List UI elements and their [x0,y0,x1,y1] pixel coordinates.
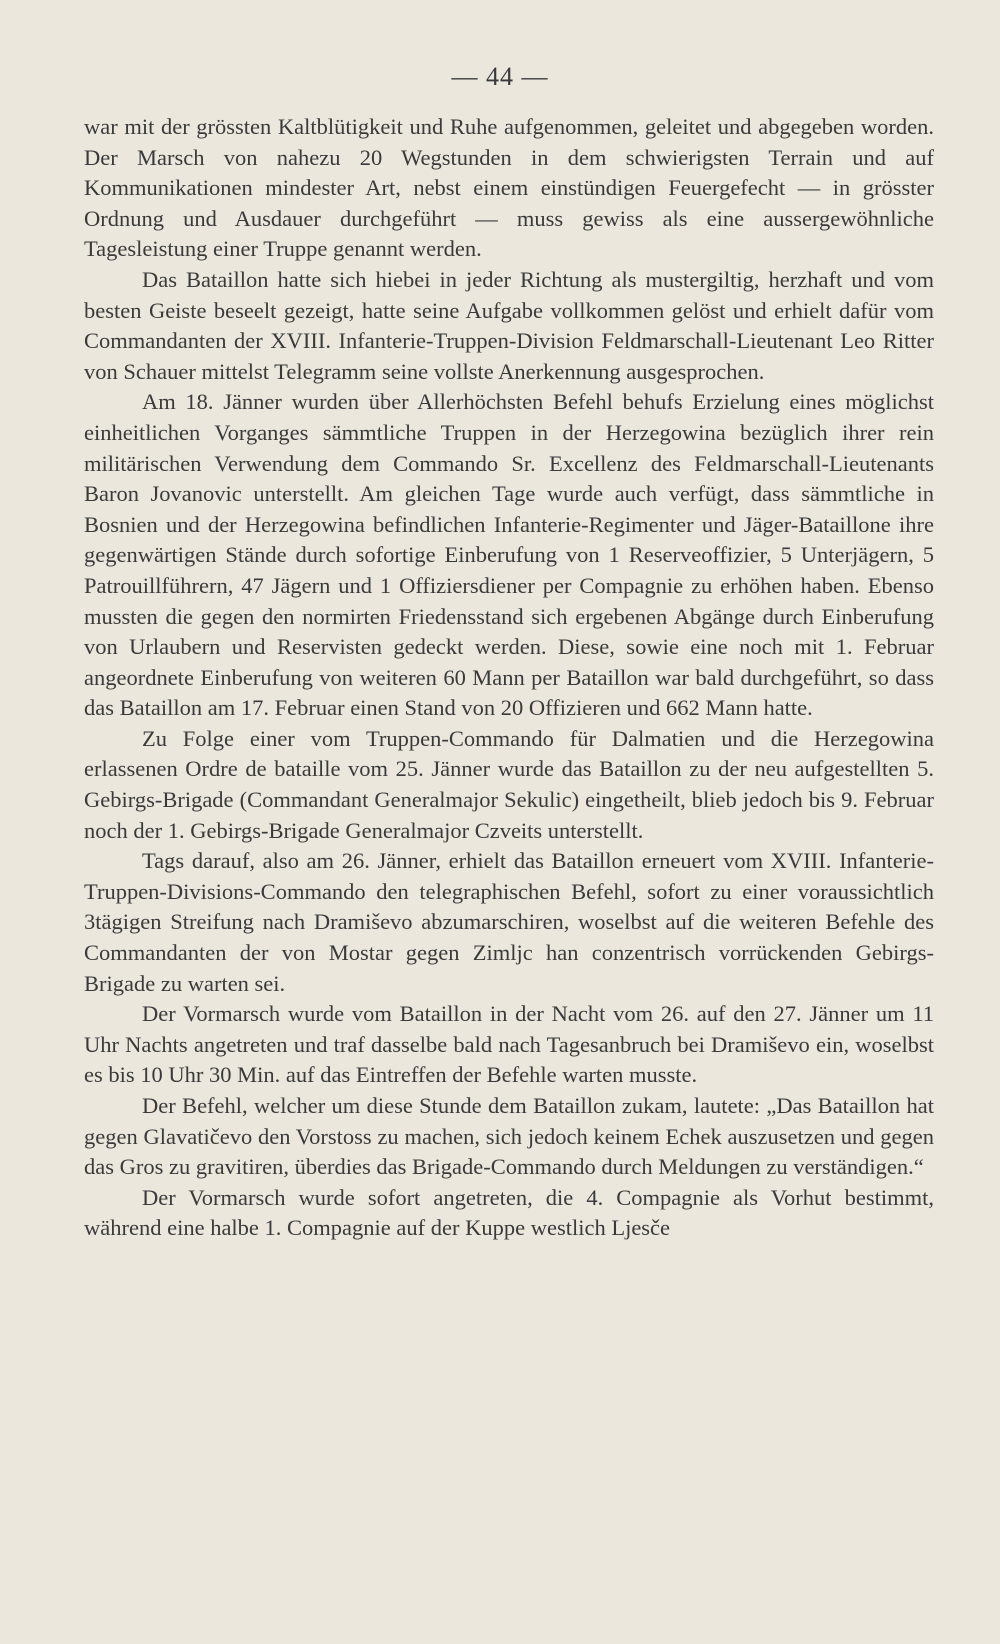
paragraph: Das Bataillon hatte sich hiebei in jeder Richtung als mustergiltig, herzhaft und vom besten Geiste beseelt gezeigt, hatte seine Aufgabe vollkommen gelöst und erhielt dafür vom Commandanten der XVIII. Infanterie-Truppen-Division Feldmarschall-Lieutenant Leo Ritter von Schauer mittelst Telegramm seine vollste Anerkennung ausgesprochen. [84,266,934,384]
body-text [84,112,934,1244]
paragraph: Der Vormarsch wurde sofort angetreten, die 4. Compagnie als Vorhut bestimmt, während eine halbe 1. Compagnie auf der Kuppe westlich Ljesče [84,1184,934,1241]
paragraph: Tags darauf, also am 26. Jänner, erhielt das Bataillon erneuert vom XVIII. Infanterie-Truppen-Divisions-Commando den telegraphischen Befehl, sofort zu einer voraussichtlich 3tägigen Streifung nach Dramiševo abzumarschiren, woselbst auf die weiteren Befehle des Commandanten der von Mostar gegen Zimljc han conzentrisch vorrückenden Gebirgs-Brigade zu warten sei. [84,848,934,996]
paragraph: Der Befehl, welcher um diese Stunde dem Bataillon zukam, lautete: „Das Bataillon hat gegen Glavatičevo den Vorstoss zu machen, sich jedoch keinem Echek auszusetzen und gegen das Gros zu gravitiren, überdies das Brigade-Commando durch Meldungen zu verständigen.“ [84,1093,934,1180]
paragraph: Am 18. Jänner wurden über Allerhöchsten Befehl behufs Erzielung eines möglichst einheitlichen Vorganges sämmtliche Truppen in der Herzegowina bezüglich ihrer rein militärischen Verwendung dem Commando Sr. Excellenz des Feldmarschall-Lieutenants Baron Jovanovic unterstellt. Am gleichen Tage wurde auch verfügt, dass sämmtliche in Bosnien und der Herzegowina befindlichen Infanterie-Regimenter und Jäger-Bataillone ihre gegenwärtigen Stände durch sofortige Einberufung von 1 Reserveoffizier, 5 Unterjägern, 5 Patrouillführern, 47 Jägern und 1 Offiziersdiener per Compagnie zu erhöhen haben. Ebenso mussten die gegen den normirten Friedensstand sich ergebenen Abgänge durch Einberufung von Urlaubern und Reservisten gedeckt werden. Diese, sowie eine noch mit 1. Februar angeordnete Einberufung von weiteren 60 Mann per Bataillon war bald durchgeführt, so dass das Bataillon am 17. Februar einen Stand von 20 Offizieren und 662 Mann hatte. [84,389,934,721]
paragraph: Zu Folge einer vom Truppen-Commando für Dalmatien und die Herzegowina erlassenen Ordre de bataille vom 25. Jänner wurde das Bataillon zu der neu aufgestellten 5. Gebirgs-Brigade (Commandant Generalmajor Sekulic) eingetheilt, blieb jedoch bis 9. Februar noch der 1. Gebirgs-Brigade Generalmajor Czveits unterstellt. [84,725,934,843]
page-number: — 44 — [451,62,549,91]
paragraph: war mit der grössten Kaltblütigkeit und Ruhe aufgenommen, geleitet und abgegeben worden. Der Marsch von nahezu 20 Wegstunden in dem schwierigsten Terrain und auf Kommunikationen mindester Art, nebst einem einstündigen Feuergefecht — in grösster Ordnung und Ausdauer durchgeführt — muss gewiss als eine aussergewöhnliche Tagesleistung einer Truppe genannt werden. [84,114,934,262]
paragraph: Der Vormarsch wurde vom Bataillon in der Nacht vom 26. auf den 27. Jänner um 11 Uhr Nachts angetreten und traf dasselbe bald nach Tagesanbruch bei Dramiševo ein, woselbst es bis 10 Uhr 30 Min. auf das Eintreffen der Befehle warten musste. [84,1001,934,1088]
